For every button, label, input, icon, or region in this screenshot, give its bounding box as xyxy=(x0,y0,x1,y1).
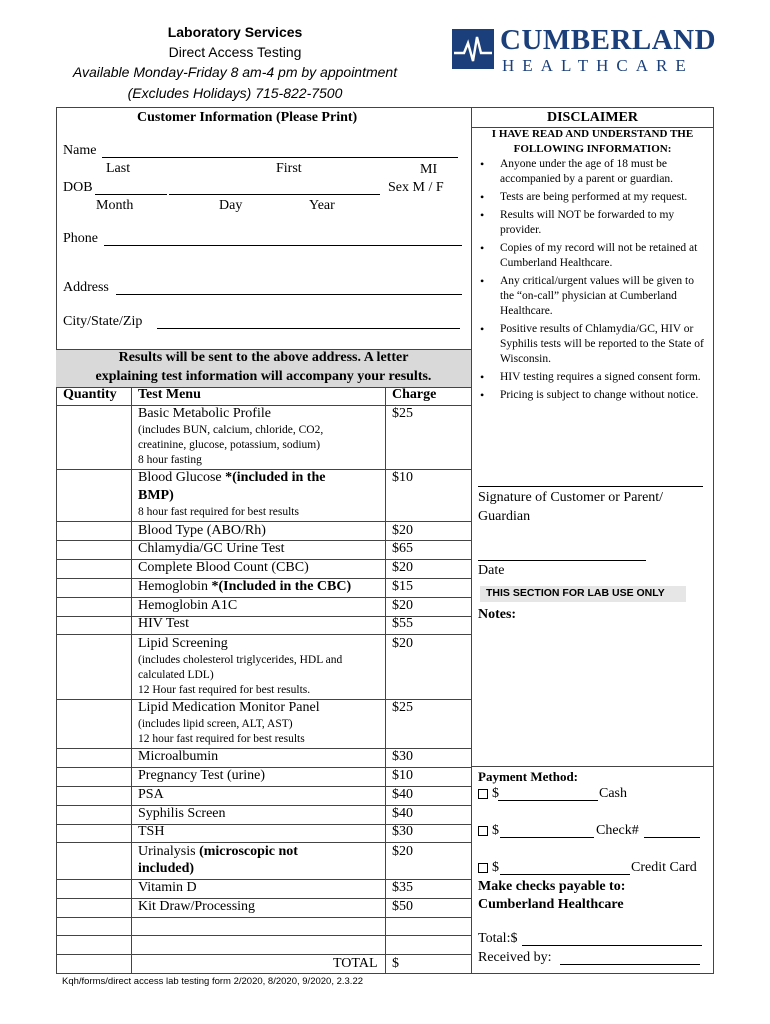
disclaimer-title: DISCLAIMER xyxy=(546,110,638,125)
col-sep-2 xyxy=(385,387,386,973)
address-label: Address xyxy=(63,280,109,295)
signature-label-1: Signature of Customer or Parent/ xyxy=(478,490,664,505)
row-line xyxy=(56,954,471,955)
col-sep-1 xyxy=(131,387,132,973)
credit-label: Credit Card xyxy=(631,860,697,875)
first-label: First xyxy=(276,161,302,176)
total-value[interactable]: $ xyxy=(392,956,399,971)
test-kit-draw: Kit Draw/Processing xyxy=(138,899,256,914)
payment-check-row[interactable]: $ xyxy=(478,823,499,839)
footer-form-code: Kqh/forms/direct access lab testing form 2/2020, 8/2020, 9/2020, 2.3.22 xyxy=(62,976,364,987)
check-checkbox[interactable] xyxy=(478,826,488,836)
results-notice-line1: Results will be sent to the above address. A letter xyxy=(118,350,409,365)
charge-blood-glucose: $10 xyxy=(392,470,413,485)
disclaimer-item: • Positive results of Chlamydia/GC, HIV or Syphilis tests will be reported to the State of Wisconsin. xyxy=(478,322,710,367)
test-psa: PSA xyxy=(138,787,164,802)
charge-cbc: $20 xyxy=(392,560,413,575)
name-label: Name xyxy=(63,143,97,158)
header-subtitle: Direct Access Testing xyxy=(168,44,302,60)
checks-payable-1: Make checks payable to: xyxy=(478,879,626,894)
check-label: Check# xyxy=(596,823,639,838)
test-lipid-medication: Lipid Medication Monitor Panel xyxy=(138,700,320,715)
date-label: Date xyxy=(478,563,505,578)
test-syphilis: Syphilis Screen xyxy=(138,806,226,821)
payment-total-field[interactable] xyxy=(522,945,702,946)
test-lipid-medication-note2: 12 hour fast required for best results xyxy=(138,733,305,745)
charge-hiv: $55 xyxy=(392,616,413,631)
test-lipid-screening: Lipid Screening xyxy=(138,636,228,651)
city-field[interactable] xyxy=(157,328,460,329)
row-line xyxy=(56,917,471,918)
disclaimer-item: • Copies of my record will not be retained at Cumberland Healthcare. xyxy=(478,241,710,271)
date-field[interactable] xyxy=(478,560,646,561)
charge-lipid-medication: $25 xyxy=(392,700,413,715)
row-line xyxy=(56,935,471,936)
row-line xyxy=(56,521,471,522)
test-blood-glucose-cont: BMP) xyxy=(138,488,174,503)
charge-microalbumin: $30 xyxy=(392,749,413,764)
test-chlamydia: Chlamydia/GC Urine Test xyxy=(138,541,285,556)
disclaimer-item: • Pricing is subject to change without notice. xyxy=(478,388,710,403)
test-blood-glucose-note: 8 hour fast required for best results xyxy=(138,506,299,518)
payment-divider xyxy=(471,766,714,767)
payment-cash-row[interactable]: $ xyxy=(478,786,499,802)
charge-hemoglobin-a1c: $20 xyxy=(392,598,413,613)
sex-label[interactable]: Sex M / F xyxy=(388,180,444,195)
test-lipid-screening-note1: (includes cholesterol triglycerides, HDL and xyxy=(138,654,343,666)
test-blood-type: Blood Type (ABO/Rh) xyxy=(138,523,266,538)
disclaimer-item: • Anyone under the age of 18 must be accompanied by a parent or guardian. xyxy=(478,157,710,187)
dob-label: DOB xyxy=(63,180,93,195)
test-urinalysis-cont: included) xyxy=(138,861,195,876)
frame-top xyxy=(56,107,714,108)
test-basic-metabolic-note1: (includes BUN, calcium, chloride, CO2, xyxy=(138,424,324,436)
lab-use-only-banner: THIS SECTION FOR LAB USE ONLY xyxy=(480,586,686,602)
customer-info-title: Customer Information (Please Print) xyxy=(137,110,358,125)
col-quantity: Quantity xyxy=(63,387,117,402)
charge-pregnancy: $10 xyxy=(392,768,413,783)
disclaimer-intro-1: I HAVE READ AND UNDERSTAND THE xyxy=(491,128,694,140)
test-cbc: Complete Blood Count (CBC) xyxy=(138,560,309,575)
received-by-field[interactable] xyxy=(560,964,700,965)
test-blood-glucose: Blood Glucose *(included in the xyxy=(138,470,326,485)
day-label: Day xyxy=(219,198,243,213)
logo-name: CUMBERLAND xyxy=(500,24,717,56)
charge-basic-metabolic: $25 xyxy=(392,406,413,421)
row-line xyxy=(56,634,471,635)
test-tsh: TSH xyxy=(138,824,165,839)
charge-kit-draw: $50 xyxy=(392,899,413,914)
charge-urinalysis: $20 xyxy=(392,844,413,859)
test-basic-metabolic-note2: creatinine, glucose, potassium, sodium) xyxy=(138,439,321,451)
payment-credit-row[interactable]: $ xyxy=(478,860,499,876)
row-line xyxy=(56,842,471,843)
phone-label: Phone xyxy=(63,231,98,246)
disclaimer-list xyxy=(478,157,710,406)
charge-chlamydia: $65 xyxy=(392,541,413,556)
payment-title: Payment Method: xyxy=(478,769,579,784)
results-notice-line2: explaining test information will accompany your results. xyxy=(95,369,432,384)
mi-label: MI xyxy=(420,162,438,177)
cash-amount-field[interactable] xyxy=(498,800,598,801)
last-label: Last xyxy=(106,161,131,176)
charge-tsh: $30 xyxy=(392,824,413,839)
test-microalbumin: Microalbumin xyxy=(138,749,219,764)
frame-right xyxy=(713,107,714,973)
col-charge: Charge xyxy=(392,387,437,402)
year-label: Year xyxy=(309,198,335,213)
cash-checkbox[interactable] xyxy=(478,789,488,799)
test-lipid-screening-note3: 12 Hour fast required for best results. xyxy=(138,684,311,696)
signature-label-2: Guardian xyxy=(478,509,531,524)
test-basic-metabolic-note3: 8 hour fasting xyxy=(138,454,202,466)
charge-syphilis: $40 xyxy=(392,806,413,821)
disclaimer-item: • HIV testing requires a signed consent form. xyxy=(478,370,710,385)
cash-label: Cash xyxy=(599,786,627,801)
name-field[interactable] xyxy=(102,157,458,158)
test-basic-metabolic: Basic Metabolic Profile xyxy=(138,406,271,421)
logo-sub: HEALTHCARE xyxy=(502,56,694,75)
credit-checkbox[interactable] xyxy=(478,863,488,873)
test-hemoglobin-a1c: Hemoglobin A1C xyxy=(138,598,238,613)
total-label: TOTAL xyxy=(333,956,378,971)
col-test-menu: Test Menu xyxy=(138,387,201,402)
heartbeat-icon xyxy=(452,29,494,69)
header-phone: (Excludes Holidays) 715-822-7500 xyxy=(127,85,343,101)
received-by-label: Received by: xyxy=(478,950,552,965)
charge-blood-type: $20 xyxy=(392,523,413,538)
check-amount-field[interactable] xyxy=(500,837,594,838)
frame-middle xyxy=(471,107,472,973)
month-label: Month xyxy=(96,198,134,213)
test-hiv: HIV Test xyxy=(138,616,190,631)
test-vitamin-d: Vitamin D xyxy=(138,880,197,895)
test-urinalysis: Urinalysis (microscopic not xyxy=(138,844,298,859)
notes-label: Notes: xyxy=(478,607,517,622)
payment-total-label: Total:$ xyxy=(478,931,518,946)
address-field[interactable] xyxy=(116,294,462,295)
charge-vitamin-d: $35 xyxy=(392,880,413,895)
frame-bottom-left xyxy=(56,973,471,974)
frame-bottom-right xyxy=(471,973,714,974)
charge-hemoglobin: $15 xyxy=(392,579,413,594)
logo-mark xyxy=(452,29,494,69)
charge-psa: $40 xyxy=(392,787,413,802)
dob-month-field[interactable] xyxy=(95,194,167,195)
checks-payable-2: Cumberland Healthcare xyxy=(478,897,624,912)
credit-amount-field[interactable] xyxy=(500,874,630,875)
disclaimer-intro-2: FOLLOWING INFORMATION: xyxy=(513,143,672,155)
charge-lipid-screening: $20 xyxy=(392,636,413,651)
check-number-field[interactable] xyxy=(644,837,700,838)
phone-field[interactable] xyxy=(104,245,462,246)
disclaimer-item: • Any critical/urgent values will be given to the “on-call” physician at Cumberland Healthcare. xyxy=(478,274,710,319)
disclaimer-item: • Tests are being performed at my request. xyxy=(478,190,710,205)
test-pregnancy: Pregnancy Test (urine) xyxy=(138,768,266,783)
test-lipid-medication-note1: (includes lipid screen, ALT, AST) xyxy=(138,718,293,730)
header-title: Laboratory Services xyxy=(167,24,303,40)
city-label: City/State/Zip xyxy=(63,314,143,329)
test-lipid-screening-note2: calculated LDL) xyxy=(138,669,214,681)
signature-field[interactable] xyxy=(478,486,703,487)
test-hemoglobin: Hemoglobin *(Included in the CBC) xyxy=(138,579,352,594)
header-hours: Available Monday-Friday 8 am-4 pm by appointment xyxy=(72,64,398,80)
dob-day-year-field[interactable] xyxy=(169,194,380,195)
disclaimer-item: • Results will NOT be forwarded to my provider. xyxy=(478,208,710,238)
